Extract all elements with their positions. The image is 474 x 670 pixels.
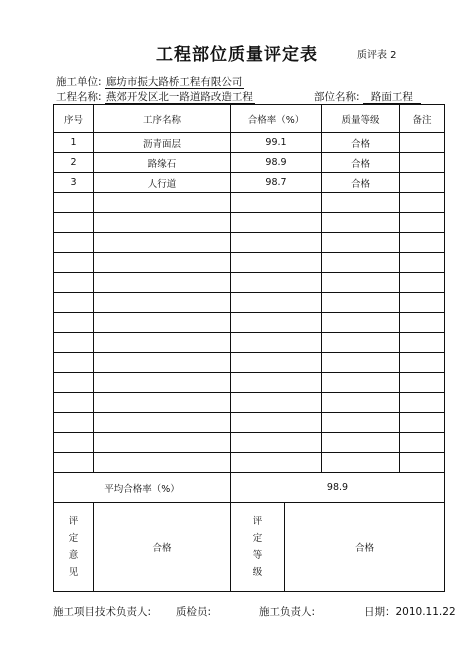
site-lead-label: 施工负责人:	[259, 606, 316, 618]
process-name: 人行道	[94, 173, 231, 193]
process-name	[94, 453, 231, 473]
pass-rate	[231, 213, 322, 233]
remark	[400, 193, 445, 213]
eval-opinion-label: 评定意见	[68, 516, 79, 578]
process-name	[94, 213, 231, 233]
row-number	[54, 393, 94, 413]
remark	[400, 133, 445, 153]
process-name	[94, 273, 231, 293]
part-value: 路面工程	[363, 91, 421, 104]
evaluation-row	[54, 503, 445, 592]
average-row	[54, 473, 445, 503]
pass-rate: 98.7	[231, 173, 322, 193]
process-name	[94, 373, 231, 393]
quality-grade	[322, 193, 400, 213]
pass-rate	[231, 433, 322, 453]
row-number	[54, 373, 94, 393]
pass-rate	[231, 333, 322, 353]
row-number	[54, 233, 94, 253]
remark	[400, 253, 445, 273]
process-name: 沥青面层	[94, 133, 231, 153]
average-value: 98.9	[231, 473, 445, 503]
quality-grade: 合格	[322, 153, 400, 173]
remark	[400, 313, 445, 333]
process-name	[94, 433, 231, 453]
tech-lead-label: 施工项目技术负责人:	[53, 606, 152, 618]
quality-grade	[322, 453, 400, 473]
quality-grade	[322, 293, 400, 313]
process-name	[94, 413, 231, 433]
process-name	[94, 333, 231, 353]
remark	[400, 433, 445, 453]
row-number	[54, 433, 94, 453]
remark	[400, 153, 445, 173]
pass-rate	[231, 453, 322, 473]
eval-grade-table	[231, 503, 444, 591]
pass-rate	[231, 413, 322, 433]
process-name	[94, 313, 231, 333]
part-line	[314, 89, 421, 104]
row-number	[54, 333, 94, 353]
pass-rate	[231, 193, 322, 213]
row-number	[54, 353, 94, 373]
table-row	[54, 373, 445, 393]
table-row	[54, 393, 445, 413]
quality-grade	[322, 373, 400, 393]
process-name	[94, 193, 231, 213]
pass-rate	[231, 293, 322, 313]
quality-grade	[322, 433, 400, 453]
table-row	[54, 273, 445, 293]
eval-grade-label: 评定等级	[252, 516, 263, 578]
table-row	[54, 413, 445, 433]
remark	[400, 453, 445, 473]
table-row	[54, 453, 445, 473]
eval-opinion-label-cell	[54, 503, 94, 592]
row-number	[54, 253, 94, 273]
remark	[400, 413, 445, 433]
quality-grade: 合格	[322, 173, 400, 193]
table-row	[54, 153, 445, 173]
remark	[400, 353, 445, 373]
remark	[400, 173, 445, 193]
quality-grade	[322, 313, 400, 333]
table-row	[54, 433, 445, 453]
quality-grade	[322, 253, 400, 273]
table-row	[54, 353, 445, 373]
contractor-label: 施工单位:	[56, 76, 102, 88]
quality-grade	[322, 273, 400, 293]
inspector-label: 质检员:	[176, 606, 212, 618]
eval-grade-value: 合格	[285, 503, 445, 591]
quality-grade: 合格	[322, 133, 400, 153]
quality-grade	[322, 333, 400, 353]
table-row	[54, 333, 445, 353]
row-number	[54, 293, 94, 313]
pass-rate	[231, 313, 322, 333]
table-row	[54, 213, 445, 233]
form-title: 工程部位质量评定表	[156, 45, 318, 65]
project-label: 工程名称:	[56, 91, 102, 103]
date-label: 日期：2010.11.22	[364, 606, 456, 618]
process-name	[94, 233, 231, 253]
row-number	[54, 273, 94, 293]
table-row	[54, 313, 445, 333]
pass-rate	[231, 373, 322, 393]
pass-rate	[231, 233, 322, 253]
remark	[400, 333, 445, 353]
project-line	[56, 89, 255, 104]
pass-rate	[231, 393, 322, 413]
contractor-line	[56, 74, 244, 89]
contractor-value: 廊坊市振大路桥工程有限公司	[105, 76, 243, 88]
remark	[400, 373, 445, 393]
row-number: 3	[54, 173, 94, 193]
average-label: 平均合格率（%）	[54, 473, 231, 503]
row-number: 1	[54, 133, 94, 153]
quality-grade	[322, 353, 400, 373]
column-header: 备注	[400, 105, 445, 133]
table-header-row	[54, 105, 445, 133]
row-number	[54, 313, 94, 333]
remark	[400, 293, 445, 313]
pass-rate: 99.1	[231, 133, 322, 153]
process-name	[94, 353, 231, 373]
part-label: 部位名称:	[314, 91, 360, 103]
eval-grade-cell	[231, 503, 445, 592]
eval-opinion-value: 合格	[94, 503, 231, 592]
project-value: 燕郊开发区北一路道路改造工程	[105, 91, 253, 103]
table-row	[54, 133, 445, 153]
form-number: 质评表 2	[357, 50, 397, 61]
column-header: 合格率（%）	[231, 105, 322, 133]
remark	[400, 393, 445, 413]
table-row	[54, 293, 445, 313]
eval-grade-label-cell	[231, 503, 285, 591]
row-number	[54, 413, 94, 433]
process-name	[94, 393, 231, 413]
quality-grade	[322, 413, 400, 433]
process-name	[94, 293, 231, 313]
row-number	[54, 213, 94, 233]
pass-rate: 98.9	[231, 153, 322, 173]
column-header: 工序名称	[94, 105, 231, 133]
pass-rate	[231, 353, 322, 373]
table-row	[54, 253, 445, 273]
quality-table	[53, 104, 445, 592]
remark	[400, 213, 445, 233]
row-number	[54, 453, 94, 473]
process-name: 路缘石	[94, 153, 231, 173]
column-header: 质量等级	[322, 105, 400, 133]
row-number: 2	[54, 153, 94, 173]
quality-grade	[322, 393, 400, 413]
row-number	[54, 193, 94, 213]
table-row	[54, 193, 445, 213]
quality-grade	[322, 213, 400, 233]
quality-grade	[322, 233, 400, 253]
pass-rate	[231, 253, 322, 273]
table-row	[54, 173, 445, 193]
remark	[400, 233, 445, 253]
process-name	[94, 253, 231, 273]
table-row	[54, 233, 445, 253]
remark	[400, 273, 445, 293]
column-header: 序号	[54, 105, 94, 133]
pass-rate	[231, 273, 322, 293]
